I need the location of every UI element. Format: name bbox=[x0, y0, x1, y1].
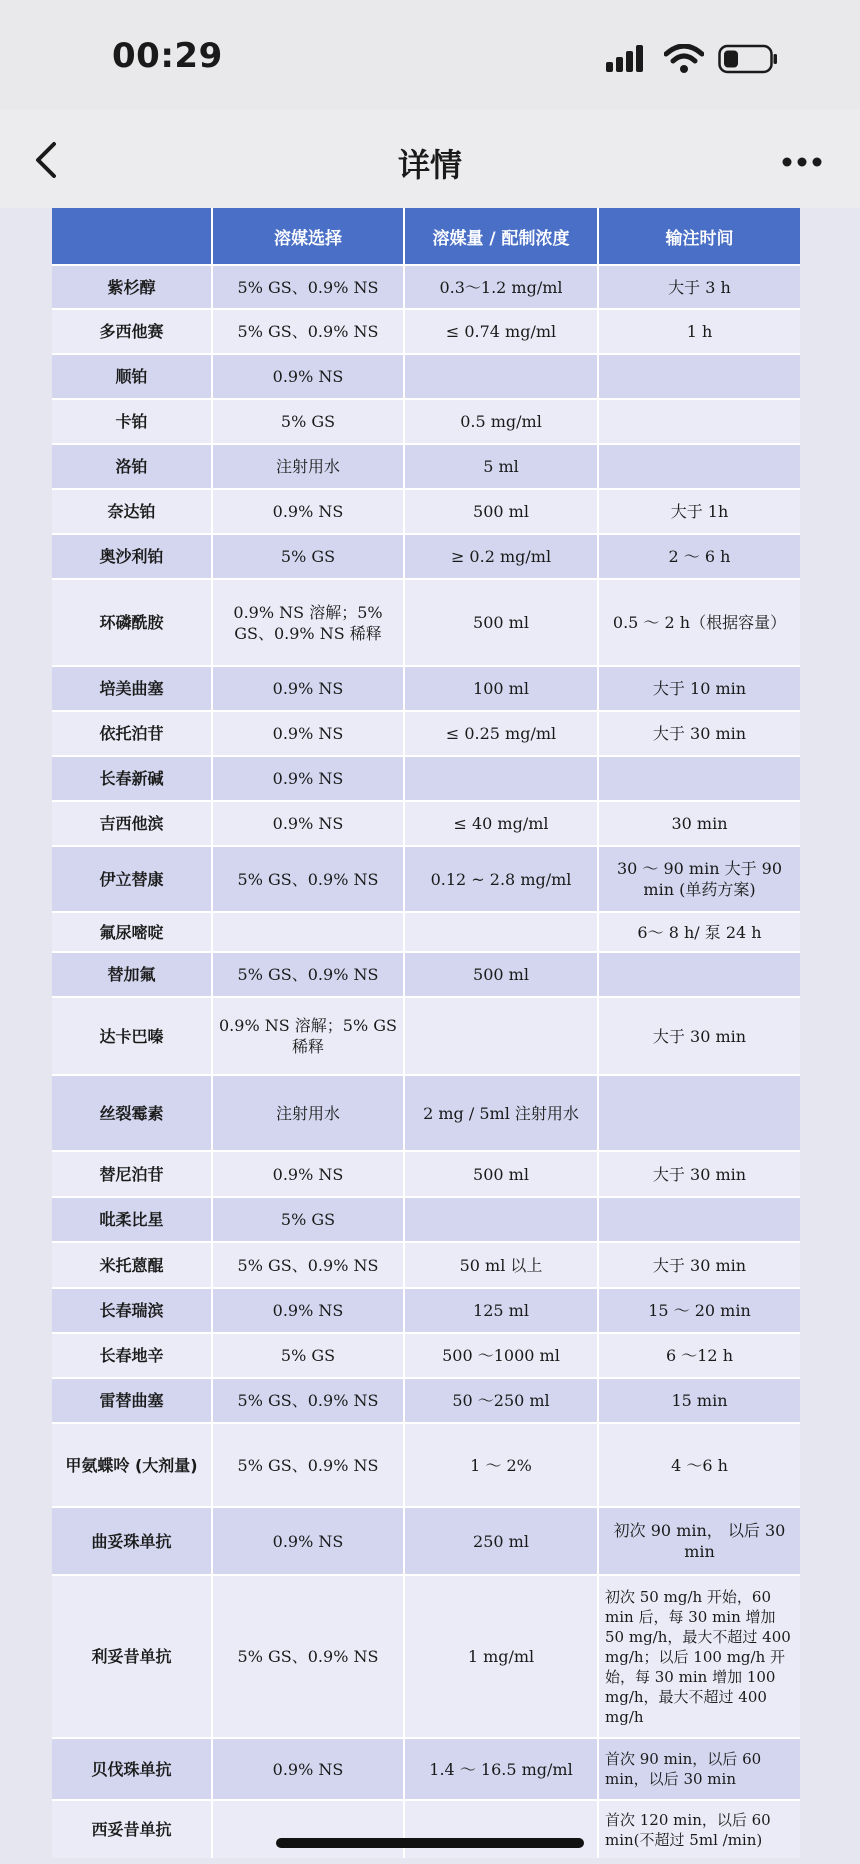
cell-amount: 500 ml bbox=[404, 952, 598, 997]
cell-amount: 500 ml bbox=[404, 579, 598, 666]
cell-amount bbox=[404, 1197, 598, 1242]
cell-solvent: 0.9% NS bbox=[212, 489, 404, 534]
home-indicator[interactable] bbox=[276, 1838, 584, 1848]
table-row bbox=[52, 1575, 800, 1738]
cell-solvent: 5% GS bbox=[212, 399, 404, 444]
cell-drug-name: 替加氟 bbox=[52, 952, 212, 997]
header-time: 输注时间 bbox=[598, 208, 800, 265]
cell-infusion-time: 大于 3 h bbox=[598, 265, 800, 309]
cell-drug-name: 洛铂 bbox=[52, 444, 212, 489]
cell-infusion-time: 30 ～ 90 min 大于 90 min (单药方案) bbox=[598, 846, 800, 912]
cell-drug-name: 顺铂 bbox=[52, 354, 212, 399]
cell-solvent: 0.9% NS bbox=[212, 354, 404, 399]
cell-solvent: 0.9% NS bbox=[212, 1738, 404, 1800]
cell-drug-name: 伊立替康 bbox=[52, 846, 212, 912]
status-bar bbox=[0, 0, 860, 110]
cell-solvent: 注射用水 bbox=[212, 1075, 404, 1151]
cell-drug-name: 培美曲塞 bbox=[52, 666, 212, 711]
cell-drug-name: 长春地辛 bbox=[52, 1333, 212, 1378]
cell-amount bbox=[404, 354, 598, 399]
table-row bbox=[52, 756, 800, 801]
cell-solvent: 0.9% NS bbox=[212, 1151, 404, 1197]
cell-infusion-time: 1 h bbox=[598, 309, 800, 354]
table-row bbox=[52, 579, 800, 666]
table-row bbox=[52, 309, 800, 354]
cell-infusion-time bbox=[598, 1197, 800, 1242]
cell-drug-name: 替尼泊苷 bbox=[52, 1151, 212, 1197]
cell-solvent: 5% GS bbox=[212, 1333, 404, 1378]
cell-infusion-time bbox=[598, 399, 800, 444]
cell-infusion-time bbox=[598, 1075, 800, 1151]
cell-drug-name: 氟尿嘧啶 bbox=[52, 912, 212, 952]
cell-solvent: 0.9% NS 溶解；5% GS、0.9% NS 稀释 bbox=[212, 579, 404, 666]
cell-solvent: 5% GS、0.9% NS bbox=[212, 1575, 404, 1738]
cell-drug-name: 卡铂 bbox=[52, 399, 212, 444]
cell-amount: 125 ml bbox=[404, 1288, 598, 1333]
cell-solvent: 5% GS、0.9% NS bbox=[212, 1423, 404, 1507]
cell-drug-name: 环磷酰胺 bbox=[52, 579, 212, 666]
cell-amount: 0.12 ~ 2.8 mg/ml bbox=[404, 846, 598, 912]
cell-drug-name: 贝伐珠单抗 bbox=[52, 1738, 212, 1800]
cell-infusion-time: 2 ～ 6 h bbox=[598, 534, 800, 579]
cell-infusion-time bbox=[598, 756, 800, 801]
cell-drug-name: 丝裂霉素 bbox=[52, 1075, 212, 1151]
table-row bbox=[52, 265, 800, 309]
cell-amount: ≥ 0.2 mg/ml bbox=[404, 534, 598, 579]
cell-amount: ≤ 0.74 mg/ml bbox=[404, 309, 598, 354]
cell-infusion-time: 大于 30 min bbox=[598, 1242, 800, 1288]
cell-solvent bbox=[212, 912, 404, 952]
cell-amount: 500 ～1000 ml bbox=[404, 1333, 598, 1378]
nav-bar bbox=[0, 110, 860, 210]
cell-drug-name: 依托泊苷 bbox=[52, 711, 212, 756]
cell-infusion-time bbox=[598, 952, 800, 997]
cell-amount: ≤ 40 mg/ml bbox=[404, 801, 598, 846]
header-amount: 溶媒量 / 配制浓度 bbox=[404, 208, 598, 265]
cell-drug-name: 西妥昔单抗 bbox=[52, 1800, 212, 1858]
cell-drug-name: 长春瑞滨 bbox=[52, 1288, 212, 1333]
cell-solvent: 5% GS、0.9% NS bbox=[212, 846, 404, 912]
table-row bbox=[52, 534, 800, 579]
cell-drug-name: 甲氨蝶呤 (大剂量) bbox=[52, 1423, 212, 1507]
cell-drug-name: 长春新碱 bbox=[52, 756, 212, 801]
page-title: 详情 bbox=[397, 146, 462, 184]
cell-infusion-time: 大于 1h bbox=[598, 489, 800, 534]
wifi-icon bbox=[664, 44, 704, 74]
table-row bbox=[52, 846, 800, 912]
cell-amount: 1 mg/ml bbox=[404, 1575, 598, 1738]
cell-infusion-time: 大于 10 min bbox=[598, 666, 800, 711]
cell-solvent: 5% GS bbox=[212, 1197, 404, 1242]
cell-infusion-time: 15 ～ 20 min bbox=[598, 1288, 800, 1333]
cell-solvent: 0.9% NS bbox=[212, 666, 404, 711]
cell-infusion-time: 4 ～6 h bbox=[598, 1423, 800, 1507]
cell-amount: 1 ～ 2% bbox=[404, 1423, 598, 1507]
cell-solvent: 0.9% NS bbox=[212, 801, 404, 846]
cell-amount bbox=[404, 997, 598, 1075]
cell-solvent: 5% GS bbox=[212, 534, 404, 579]
cell-infusion-time: 大于 30 min bbox=[598, 997, 800, 1075]
cell-drug-name: 米托蒽醌 bbox=[52, 1242, 212, 1288]
cell-solvent: 5% GS、0.9% NS bbox=[212, 265, 404, 309]
table-row bbox=[52, 1800, 800, 1858]
cell-solvent: 0.9% NS 溶解；5% GS 稀释 bbox=[212, 997, 404, 1075]
cell-solvent: 5% GS、0.9% NS bbox=[212, 1242, 404, 1288]
cell-solvent bbox=[212, 1800, 404, 1858]
table-row bbox=[52, 912, 800, 952]
status-icons bbox=[606, 42, 778, 76]
cell-amount: 250 ml bbox=[404, 1507, 598, 1575]
table-row bbox=[52, 1151, 800, 1197]
cell-amount: ≤ 0.25 mg/ml bbox=[404, 711, 598, 756]
cell-infusion-time: 6～ 8 h/ 泵 24 h bbox=[598, 912, 800, 952]
document-image bbox=[0, 208, 860, 1864]
cell-infusion-time bbox=[598, 354, 800, 399]
cell-solvent: 0.9% NS bbox=[212, 711, 404, 756]
cell-drug-name: 吉西他滨 bbox=[52, 801, 212, 846]
table-row bbox=[52, 801, 800, 846]
cell-solvent: 5% GS、0.9% NS bbox=[212, 1378, 404, 1423]
table-header-row bbox=[52, 208, 800, 265]
cell-amount: 50 ml 以上 bbox=[404, 1242, 598, 1288]
cell-infusion-time: 首次 90 min，以后 60 min，以后 30 min bbox=[598, 1738, 800, 1800]
cell-solvent: 5% GS、0.9% NS bbox=[212, 309, 404, 354]
cell-solvent: 注射用水 bbox=[212, 444, 404, 489]
table-row bbox=[52, 1507, 800, 1575]
table-row bbox=[52, 444, 800, 489]
header-solvent: 溶媒选择 bbox=[212, 208, 404, 265]
table-row bbox=[52, 666, 800, 711]
cell-infusion-time: 首次 120 min，以后 60 min(不超过 5ml /min) bbox=[598, 1800, 800, 1858]
cell-amount bbox=[404, 1800, 598, 1858]
more-icon[interactable] bbox=[782, 156, 822, 168]
battery-icon bbox=[718, 44, 778, 74]
cell-infusion-time: 15 min bbox=[598, 1378, 800, 1423]
cell-infusion-time: 大于 30 min bbox=[598, 1151, 800, 1197]
table-row bbox=[52, 1288, 800, 1333]
table-row bbox=[52, 1738, 800, 1800]
cell-amount: 50 ～250 ml bbox=[404, 1378, 598, 1423]
cell-infusion-time: 初次 90 min， 以后 30 min bbox=[598, 1507, 800, 1575]
table-row bbox=[52, 1333, 800, 1378]
cell-solvent: 0.9% NS bbox=[212, 756, 404, 801]
table-row bbox=[52, 1378, 800, 1423]
cell-infusion-time: 大于 30 min bbox=[598, 711, 800, 756]
table-row bbox=[52, 711, 800, 756]
cell-infusion-time: 0.5 ～ 2 h（根据容量） bbox=[598, 579, 800, 666]
cell-drug-name: 多西他赛 bbox=[52, 309, 212, 354]
cell-amount bbox=[404, 756, 598, 801]
cell-amount: 0.3～1.2 mg/ml bbox=[404, 265, 598, 309]
cell-drug-name: 达卡巴嗪 bbox=[52, 997, 212, 1075]
table-row bbox=[52, 489, 800, 534]
table-row bbox=[52, 354, 800, 399]
table-row bbox=[52, 952, 800, 997]
cell-drug-name: 吡柔比星 bbox=[52, 1197, 212, 1242]
cell-amount: 0.5 mg/ml bbox=[404, 399, 598, 444]
cell-amount: 100 ml bbox=[404, 666, 598, 711]
infusion-table-container bbox=[52, 208, 800, 1858]
cell-drug-name: 雷替曲塞 bbox=[52, 1378, 212, 1423]
infusion-table bbox=[52, 208, 800, 1858]
table-row bbox=[52, 1242, 800, 1288]
signal-icon bbox=[606, 45, 650, 73]
table-row bbox=[52, 399, 800, 444]
cell-amount: 500 ml bbox=[404, 1151, 598, 1197]
cell-drug-name: 奥沙利铂 bbox=[52, 534, 212, 579]
cell-drug-name: 紫杉醇 bbox=[52, 265, 212, 309]
cell-infusion-time: 6 ～12 h bbox=[598, 1333, 800, 1378]
status-time: 00:29 bbox=[112, 36, 223, 76]
cell-infusion-time bbox=[598, 444, 800, 489]
cell-solvent: 5% GS、0.9% NS bbox=[212, 952, 404, 997]
table-row bbox=[52, 1075, 800, 1151]
cell-solvent: 0.9% NS bbox=[212, 1288, 404, 1333]
cell-amount bbox=[404, 912, 598, 952]
table-row bbox=[52, 997, 800, 1075]
cell-solvent: 0.9% NS bbox=[212, 1507, 404, 1575]
cell-drug-name: 曲妥珠单抗 bbox=[52, 1507, 212, 1575]
table-row bbox=[52, 1197, 800, 1242]
cell-amount: 2 mg / 5ml 注射用水 bbox=[404, 1075, 598, 1151]
cell-amount: 5 ml bbox=[404, 444, 598, 489]
table-body bbox=[52, 265, 800, 1858]
cell-amount: 1.4 ～ 16.5 mg/ml bbox=[404, 1738, 598, 1800]
header-drug bbox=[52, 208, 212, 265]
cell-amount: 500 ml bbox=[404, 489, 598, 534]
cell-drug-name: 利妥昔单抗 bbox=[52, 1575, 212, 1738]
cell-infusion-time: 初次 50 mg/h 开始，60 min 后，每 30 min 增加 50 mg/h，最大不超过 400 mg/h；以后 100 mg/h 开始，每 30 min 增加 100 mg/h，最大不超过 400 mg/h bbox=[598, 1575, 800, 1738]
table-row bbox=[52, 1423, 800, 1507]
cell-infusion-time: 30 min bbox=[598, 801, 800, 846]
cell-drug-name: 奈达铂 bbox=[52, 489, 212, 534]
